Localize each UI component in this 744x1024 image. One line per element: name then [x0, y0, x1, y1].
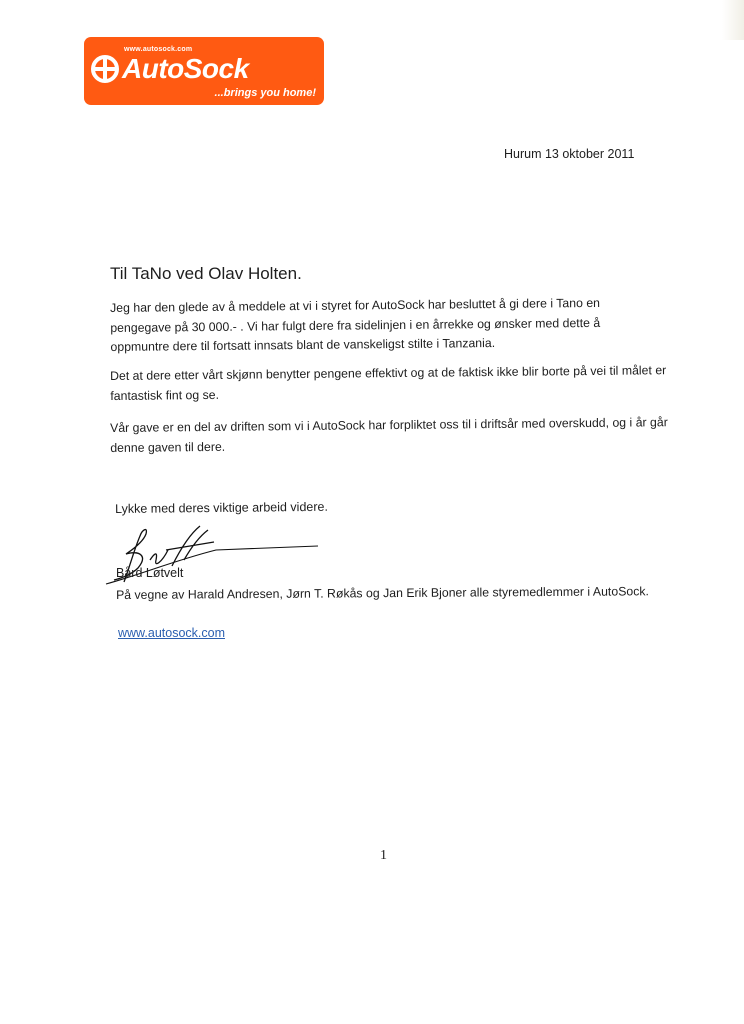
- logo-slogan: ...brings you home!: [214, 87, 316, 99]
- paragraph-gift-policy: Vår gave er en del av driften som vi i AutoSock har forpliktet oss til i driftsår med overskudd, og i år går denne gaven til dere.: [110, 415, 668, 455]
- website-link[interactable]: www.autosock.com: [118, 626, 225, 640]
- letter-date: Hurum 13 oktober 2011: [504, 147, 635, 161]
- wheel-cross-icon: [90, 54, 120, 84]
- logo-wordmark: [90, 54, 249, 84]
- letter-heading: Til TaNo ved Olav Holten.: [110, 264, 302, 283]
- paragraph-gift-announcement: Jeg har den glede av å meddele at vi i styret for AutoSock har besluttet å gi dere i Tano en pengegave på 30 000.- . Vi har fulgt dere fra sidelinjen i en årrekke og ønsker med dette å oppmuntre dere til fortsatt innsats blant de vanskeligst stilte i Tanzania.: [110, 295, 601, 354]
- page-number: 1: [380, 848, 387, 863]
- on-behalf-line: På vegne av Harald Andresen, Jørn T. Røkås og Jan Erik Bjoner alle styremedlemmer i AutoSock.: [116, 584, 649, 602]
- logo-name: AutoSock: [122, 53, 249, 84]
- autosock-logo: [84, 37, 324, 105]
- signer-name: Bård Løtvelt: [116, 566, 184, 580]
- scan-edge-shadow: [722, 0, 744, 40]
- logo-url-text: www.autosock.com: [124, 46, 193, 53]
- closing-line: Lykke med deres viktige arbeid videre.: [115, 499, 328, 516]
- paragraph-effective-use: Det at dere etter vårt skjønn benytter pengene effektivt og at de faktisk ikke blir borte på vei til målet er fantastisk fint og se.: [110, 363, 667, 403]
